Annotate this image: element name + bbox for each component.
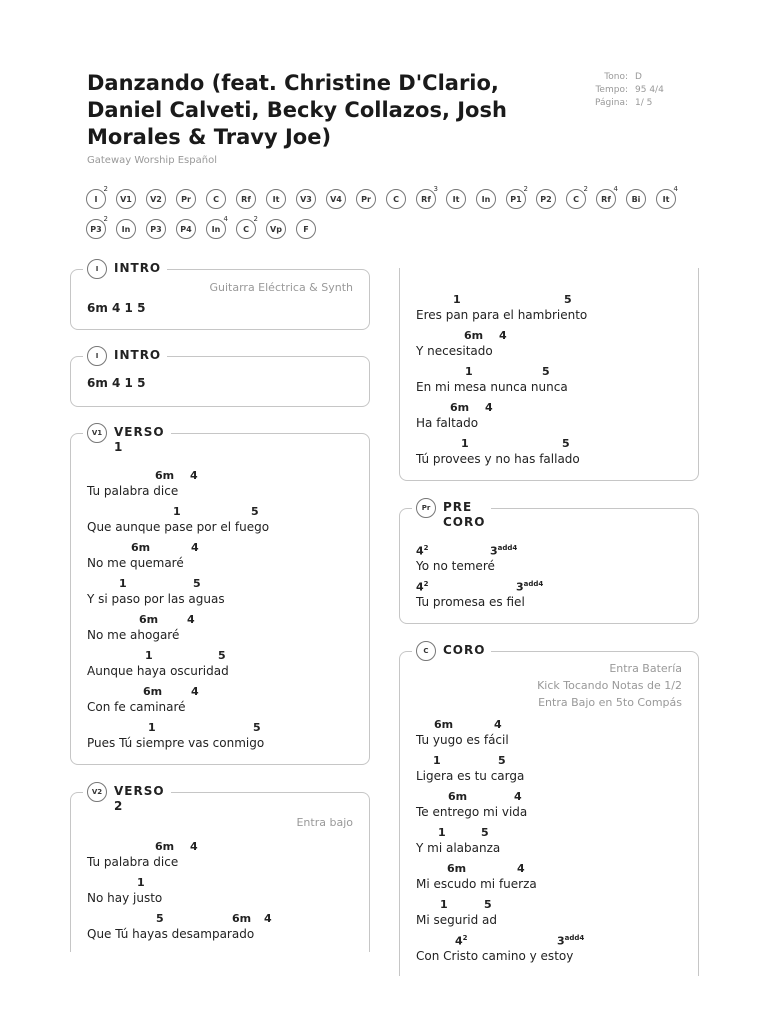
chord-root: 6m <box>448 790 468 803</box>
nav-section-button[interactable] <box>86 185 108 209</box>
chord-root: 3 <box>516 580 524 594</box>
nav-label: Bi <box>631 194 641 204</box>
chord <box>416 544 429 558</box>
lyric-text: Ligera es tu carga <box>416 769 525 783</box>
chord <box>453 293 461 306</box>
chord-root: 4 <box>517 862 525 875</box>
lyric-line <box>416 580 688 616</box>
section-note: Entra bajo <box>296 816 353 829</box>
nav-section-button[interactable] <box>206 215 228 239</box>
section-coro <box>399 643 699 976</box>
nav-label: F <box>303 224 309 234</box>
section-header <box>83 423 171 455</box>
chord-root: 4 <box>416 544 424 558</box>
chord-root: 4 <box>499 329 507 342</box>
chord-extension: add4 <box>523 580 544 588</box>
chord <box>193 577 201 590</box>
chord-root: 1 <box>433 754 441 767</box>
chord <box>485 401 493 414</box>
chord <box>514 790 522 803</box>
chord-root: 6m <box>447 862 467 875</box>
chord-root: 6m <box>155 469 175 482</box>
chord <box>455 934 468 948</box>
nav-section-button[interactable] <box>386 189 406 209</box>
lyric-text: Tu palabra dice <box>87 484 179 498</box>
lyric-text: Tu palabra dice <box>87 855 179 869</box>
chord-root: 1 <box>438 826 446 839</box>
intro-chords: 6m 4 1 5 <box>87 376 146 390</box>
section-note: Kick Tocando Notas de 1/2 <box>537 679 682 692</box>
chord <box>143 685 162 698</box>
nav-section-button[interactable] <box>176 219 196 239</box>
chord <box>447 862 466 875</box>
lyric-line <box>87 721 359 757</box>
chord-root: 6m <box>434 718 454 731</box>
chord <box>173 505 181 518</box>
chord-root: 3 <box>490 544 498 558</box>
chord <box>139 613 158 626</box>
lyric-text: Mi segurid ad <box>416 913 498 927</box>
chord-extension: add4 <box>497 544 518 552</box>
lyric-line <box>87 912 359 948</box>
song-meta <box>580 71 664 110</box>
section-name: INTRO <box>114 348 162 362</box>
chord-root: 4 <box>485 401 493 414</box>
section-lyrics <box>416 293 688 473</box>
chord <box>156 912 164 925</box>
nav-section-button[interactable] <box>206 189 226 209</box>
nav-label: C <box>213 194 219 204</box>
lyric-line <box>416 718 688 754</box>
section-lyrics <box>87 469 359 757</box>
section-header <box>412 498 491 530</box>
nav-section-button[interactable] <box>626 189 646 209</box>
chord <box>433 754 441 767</box>
nav-section-button[interactable] <box>506 185 528 209</box>
artist-name: Gateway Worship Español <box>87 155 217 166</box>
nav-row <box>86 214 686 244</box>
nav-label: Pr <box>361 194 371 204</box>
lyric-text: Tu yugo es fácil <box>416 733 509 747</box>
section-badge[interactable]: Pr <box>416 498 436 518</box>
lyric-line <box>416 437 688 473</box>
chord <box>562 437 570 450</box>
section-name: INTRO <box>114 261 162 275</box>
chord <box>131 541 150 554</box>
lyric-line <box>416 544 688 580</box>
chord <box>155 469 174 482</box>
chord <box>191 685 199 698</box>
chord-root: 6m <box>155 840 175 853</box>
nav-section-button[interactable] <box>416 185 438 209</box>
chord-root: 5 <box>253 721 261 734</box>
nav-section-button[interactable] <box>146 189 166 209</box>
nav-section-button[interactable] <box>116 189 136 209</box>
lyric-line <box>416 862 688 898</box>
section-name <box>114 423 165 455</box>
section-name <box>443 498 485 530</box>
chord-root: 4 <box>494 718 502 731</box>
chord-root: 6m <box>139 613 159 626</box>
chord <box>253 721 261 734</box>
chord <box>137 876 145 889</box>
lyric-text: Pues Tú siempre vas conmigo <box>87 736 265 750</box>
chord-root: 4 <box>191 685 199 698</box>
section-intro-2 <box>70 348 370 407</box>
section-name-line: 2 <box>114 799 124 813</box>
chord <box>148 721 156 734</box>
section-header <box>83 782 171 814</box>
section-name-line: VERSO <box>114 784 165 798</box>
chord-root: 4 <box>264 912 272 925</box>
lyric-text: No me quemaré <box>87 556 184 570</box>
lyric-text: No me ahogaré <box>87 628 180 642</box>
chord-root: 5 <box>481 826 489 839</box>
lyric-line <box>416 790 688 826</box>
section-lyrics <box>416 718 688 970</box>
nav-section-button[interactable] <box>236 189 256 209</box>
section-intro-1 <box>70 261 370 330</box>
chord <box>190 840 198 853</box>
lyric-text: Y si paso por las aguas <box>87 592 225 606</box>
section-note: Guitarra Eléctrica & Synth <box>209 281 353 294</box>
chord-root: 4 <box>514 790 522 803</box>
nav-section-button[interactable] <box>296 219 316 239</box>
meta-label: Tempo: <box>595 85 628 95</box>
chord-root: 5 <box>156 912 164 925</box>
nav-label: P4 <box>180 224 192 234</box>
lyric-line <box>87 541 359 577</box>
lyric-text: Con Cristo camino y estoy <box>416 949 574 963</box>
section-name-line: 1 <box>114 440 124 454</box>
lyric-text: Y mi alabanza <box>416 841 501 855</box>
chord-extension: 2 <box>423 580 429 588</box>
chord <box>440 898 448 911</box>
chord <box>448 790 467 803</box>
nav-label: In <box>481 194 491 204</box>
section-badge[interactable]: C <box>416 641 436 661</box>
chord <box>434 718 453 731</box>
chord <box>191 541 199 554</box>
chord <box>498 754 506 767</box>
chord <box>564 293 572 306</box>
nav-label: V1 <box>120 194 132 204</box>
meta-label: Tono: <box>604 72 628 82</box>
meta-page-row <box>580 97 664 110</box>
lyric-text: Con fe caminaré <box>87 700 186 714</box>
chord <box>438 826 446 839</box>
section-name-line: CORO <box>443 515 486 529</box>
chord-root: 4 <box>191 541 199 554</box>
meta-label: Página: <box>594 98 628 108</box>
meta-value: 95 4/4 <box>635 85 664 95</box>
lyric-text: En mi mesa nunca nunca <box>416 380 568 394</box>
lyric-text: Aunque haya oscuridad <box>87 664 229 678</box>
nav-section-button[interactable] <box>566 185 588 209</box>
nav-label: Rf <box>241 194 251 204</box>
section-name: CORO <box>443 643 486 657</box>
meta-tempo-row <box>580 84 664 97</box>
chord-extension: 2 <box>423 544 429 552</box>
section-verso-1 <box>70 425 370 765</box>
lyric-line <box>87 685 359 721</box>
lyric-text: Ha faltado <box>416 416 479 430</box>
chord <box>484 898 492 911</box>
chord <box>187 613 195 626</box>
chord-extension: 2 <box>462 934 468 942</box>
chord <box>264 912 272 925</box>
nav-repeat-count: 4 <box>673 185 678 193</box>
chord <box>251 505 259 518</box>
nav-repeat-count: 2 <box>523 185 528 193</box>
nav-section-button[interactable] <box>236 215 258 239</box>
nav-repeat-count: 4 <box>613 185 618 193</box>
chord-root: 1 <box>148 721 156 734</box>
section-verso-2-continued <box>399 268 699 481</box>
lyric-text: Y necesitado <box>416 344 493 358</box>
chord-root: 6m <box>450 401 470 414</box>
lyric-text: Yo no temeré <box>416 559 495 573</box>
nav-label: Rf <box>421 194 431 204</box>
lyric-line <box>87 649 359 685</box>
chord-root: 1 <box>145 649 153 662</box>
nav-section-button[interactable] <box>176 189 196 209</box>
chord <box>416 580 429 594</box>
lyric-text: Tú provees y no has fallado <box>416 452 580 466</box>
lyric-line <box>87 469 359 505</box>
nav-label: Vp <box>270 224 282 234</box>
lyric-line <box>87 840 359 876</box>
lyric-line <box>416 401 688 437</box>
nav-section-button[interactable] <box>296 189 316 209</box>
nav-label: P3 <box>90 224 102 234</box>
section-lyrics <box>416 544 688 616</box>
section-header <box>83 346 167 366</box>
chord-root: 1 <box>465 365 473 378</box>
chord <box>461 437 469 450</box>
chord-root: 1 <box>453 293 461 306</box>
chord-root: 5 <box>251 505 259 518</box>
chord-root: 4 <box>455 934 463 948</box>
chord <box>557 934 584 948</box>
chord <box>542 365 550 378</box>
nav-section-button[interactable] <box>326 189 346 209</box>
lyric-text: Que Tú hayas desamparado <box>87 927 255 941</box>
intro-chords: 6m 4 1 5 <box>87 301 146 315</box>
chord-root: 1 <box>461 437 469 450</box>
chord-root: 5 <box>564 293 572 306</box>
nav-label: In <box>211 224 221 234</box>
nav-repeat-count: 2 <box>103 185 108 193</box>
nav-section-button[interactable] <box>266 189 286 209</box>
chord <box>464 329 483 342</box>
nav-label: C <box>393 194 399 204</box>
nav-label: Pr <box>181 194 191 204</box>
nav-label: V3 <box>300 194 312 204</box>
section-badge[interactable]: V2 <box>87 782 107 802</box>
nav-label: It <box>272 194 280 204</box>
chord-root: 4 <box>187 613 195 626</box>
chord <box>499 329 507 342</box>
section-pre-coro <box>399 500 699 624</box>
lyric-text: Te entrego mi vida <box>416 805 528 819</box>
section-badge[interactable]: V1 <box>87 423 107 443</box>
section-name <box>114 782 165 814</box>
lyric-line <box>416 329 688 365</box>
nav-repeat-count: 2 <box>583 185 588 193</box>
chord <box>145 649 153 662</box>
lyric-text: Mi escudo mi fuerza <box>416 877 537 891</box>
chord <box>490 544 517 558</box>
chord-root: 5 <box>193 577 201 590</box>
nav-label: It <box>452 194 460 204</box>
chord-root: 1 <box>137 876 145 889</box>
lyric-line <box>416 934 688 970</box>
nav-section-button[interactable] <box>446 189 466 209</box>
chord-root: 5 <box>562 437 570 450</box>
nav-label: P3 <box>150 224 162 234</box>
lyric-line <box>87 577 359 613</box>
meta-value: D <box>635 72 642 82</box>
nav-section-button[interactable] <box>146 219 166 239</box>
nav-section-button[interactable] <box>596 185 618 209</box>
nav-label: P2 <box>540 194 552 204</box>
chord-root: 1 <box>173 505 181 518</box>
lyric-line <box>416 754 688 790</box>
nav-section-button[interactable] <box>656 185 678 209</box>
nav-label: It <box>662 194 670 204</box>
section-verso-2 <box>70 784 370 952</box>
section-name-line: PRE <box>443 500 473 514</box>
section-lyrics <box>87 840 359 948</box>
lyric-text: Tu promesa es fiel <box>416 595 525 609</box>
nav-row <box>86 184 686 214</box>
lyric-text: Que aunque pase por el fuego <box>87 520 270 534</box>
nav-label: V4 <box>330 194 342 204</box>
chord <box>232 912 251 925</box>
chord <box>190 469 198 482</box>
section-header <box>412 641 491 661</box>
section-header <box>83 259 167 279</box>
section-badge[interactable]: I <box>87 346 107 366</box>
nav-label: In <box>121 224 131 234</box>
chord-root: 6m <box>131 541 151 554</box>
lyric-line <box>416 365 688 401</box>
nav-label: Rf <box>601 194 611 204</box>
lyric-line <box>416 898 688 934</box>
chord-root: 5 <box>218 649 226 662</box>
chord <box>494 718 502 731</box>
chord-root: 4 <box>416 580 424 594</box>
chord <box>481 826 489 839</box>
section-notes <box>537 660 682 711</box>
chord-root: 4 <box>190 840 198 853</box>
chord <box>450 401 469 414</box>
lyric-text: No hay justo <box>87 891 163 905</box>
meta-key-row <box>580 71 664 84</box>
meta-value: 1/ 5 <box>635 98 653 108</box>
section-badge[interactable]: I <box>87 259 107 279</box>
lyric-line <box>416 826 688 862</box>
nav-label: C <box>243 224 249 234</box>
section-note: Entra Bajo en 5to Compás <box>538 696 682 709</box>
chord-root: 5 <box>498 754 506 767</box>
chord-root: 6m <box>464 329 484 342</box>
chord-root: 4 <box>190 469 198 482</box>
chord <box>516 580 543 594</box>
chord-root: 6m <box>232 912 252 925</box>
chord-root: 1 <box>119 577 127 590</box>
nav-section-button[interactable] <box>356 189 376 209</box>
chord <box>517 862 525 875</box>
nav-repeat-count: 3 <box>433 185 438 193</box>
song-title: Danzando (feat. Christine D'Clario, Daniel Calveti, Becky Collazos, Josh Morales & Travy Joe) <box>87 71 507 149</box>
chord-root: 1 <box>440 898 448 911</box>
chord-root: 6m <box>143 685 163 698</box>
lyric-text: Eres pan para el hambriento <box>416 308 588 322</box>
section-name-line: VERSO <box>114 425 165 439</box>
nav-repeat-count: 4 <box>223 215 228 223</box>
section-navigator <box>86 184 686 244</box>
chord <box>465 365 473 378</box>
nav-label: C <box>573 194 579 204</box>
nav-section-button[interactable] <box>536 189 556 209</box>
nav-section-button[interactable] <box>476 189 496 209</box>
nav-label: I <box>94 194 98 204</box>
nav-repeat-count: 2 <box>253 215 258 223</box>
chord-root: 3 <box>557 934 565 948</box>
lyric-line <box>416 293 688 329</box>
chord <box>119 577 127 590</box>
nav-section-button[interactable] <box>266 219 286 239</box>
nav-section-button[interactable] <box>116 219 136 239</box>
lyric-line <box>87 505 359 541</box>
nav-label: P1 <box>510 194 522 204</box>
chord <box>218 649 226 662</box>
chord-root: 5 <box>484 898 492 911</box>
chord-root: 5 <box>542 365 550 378</box>
lyric-line <box>87 613 359 649</box>
nav-label: V2 <box>150 194 162 204</box>
lyric-line <box>87 876 359 912</box>
nav-section-button[interactable] <box>86 215 108 239</box>
section-note: Entra Batería <box>609 662 682 675</box>
nav-repeat-count: 2 <box>103 215 108 223</box>
chord-extension: add4 <box>564 934 585 942</box>
chord <box>155 840 174 853</box>
